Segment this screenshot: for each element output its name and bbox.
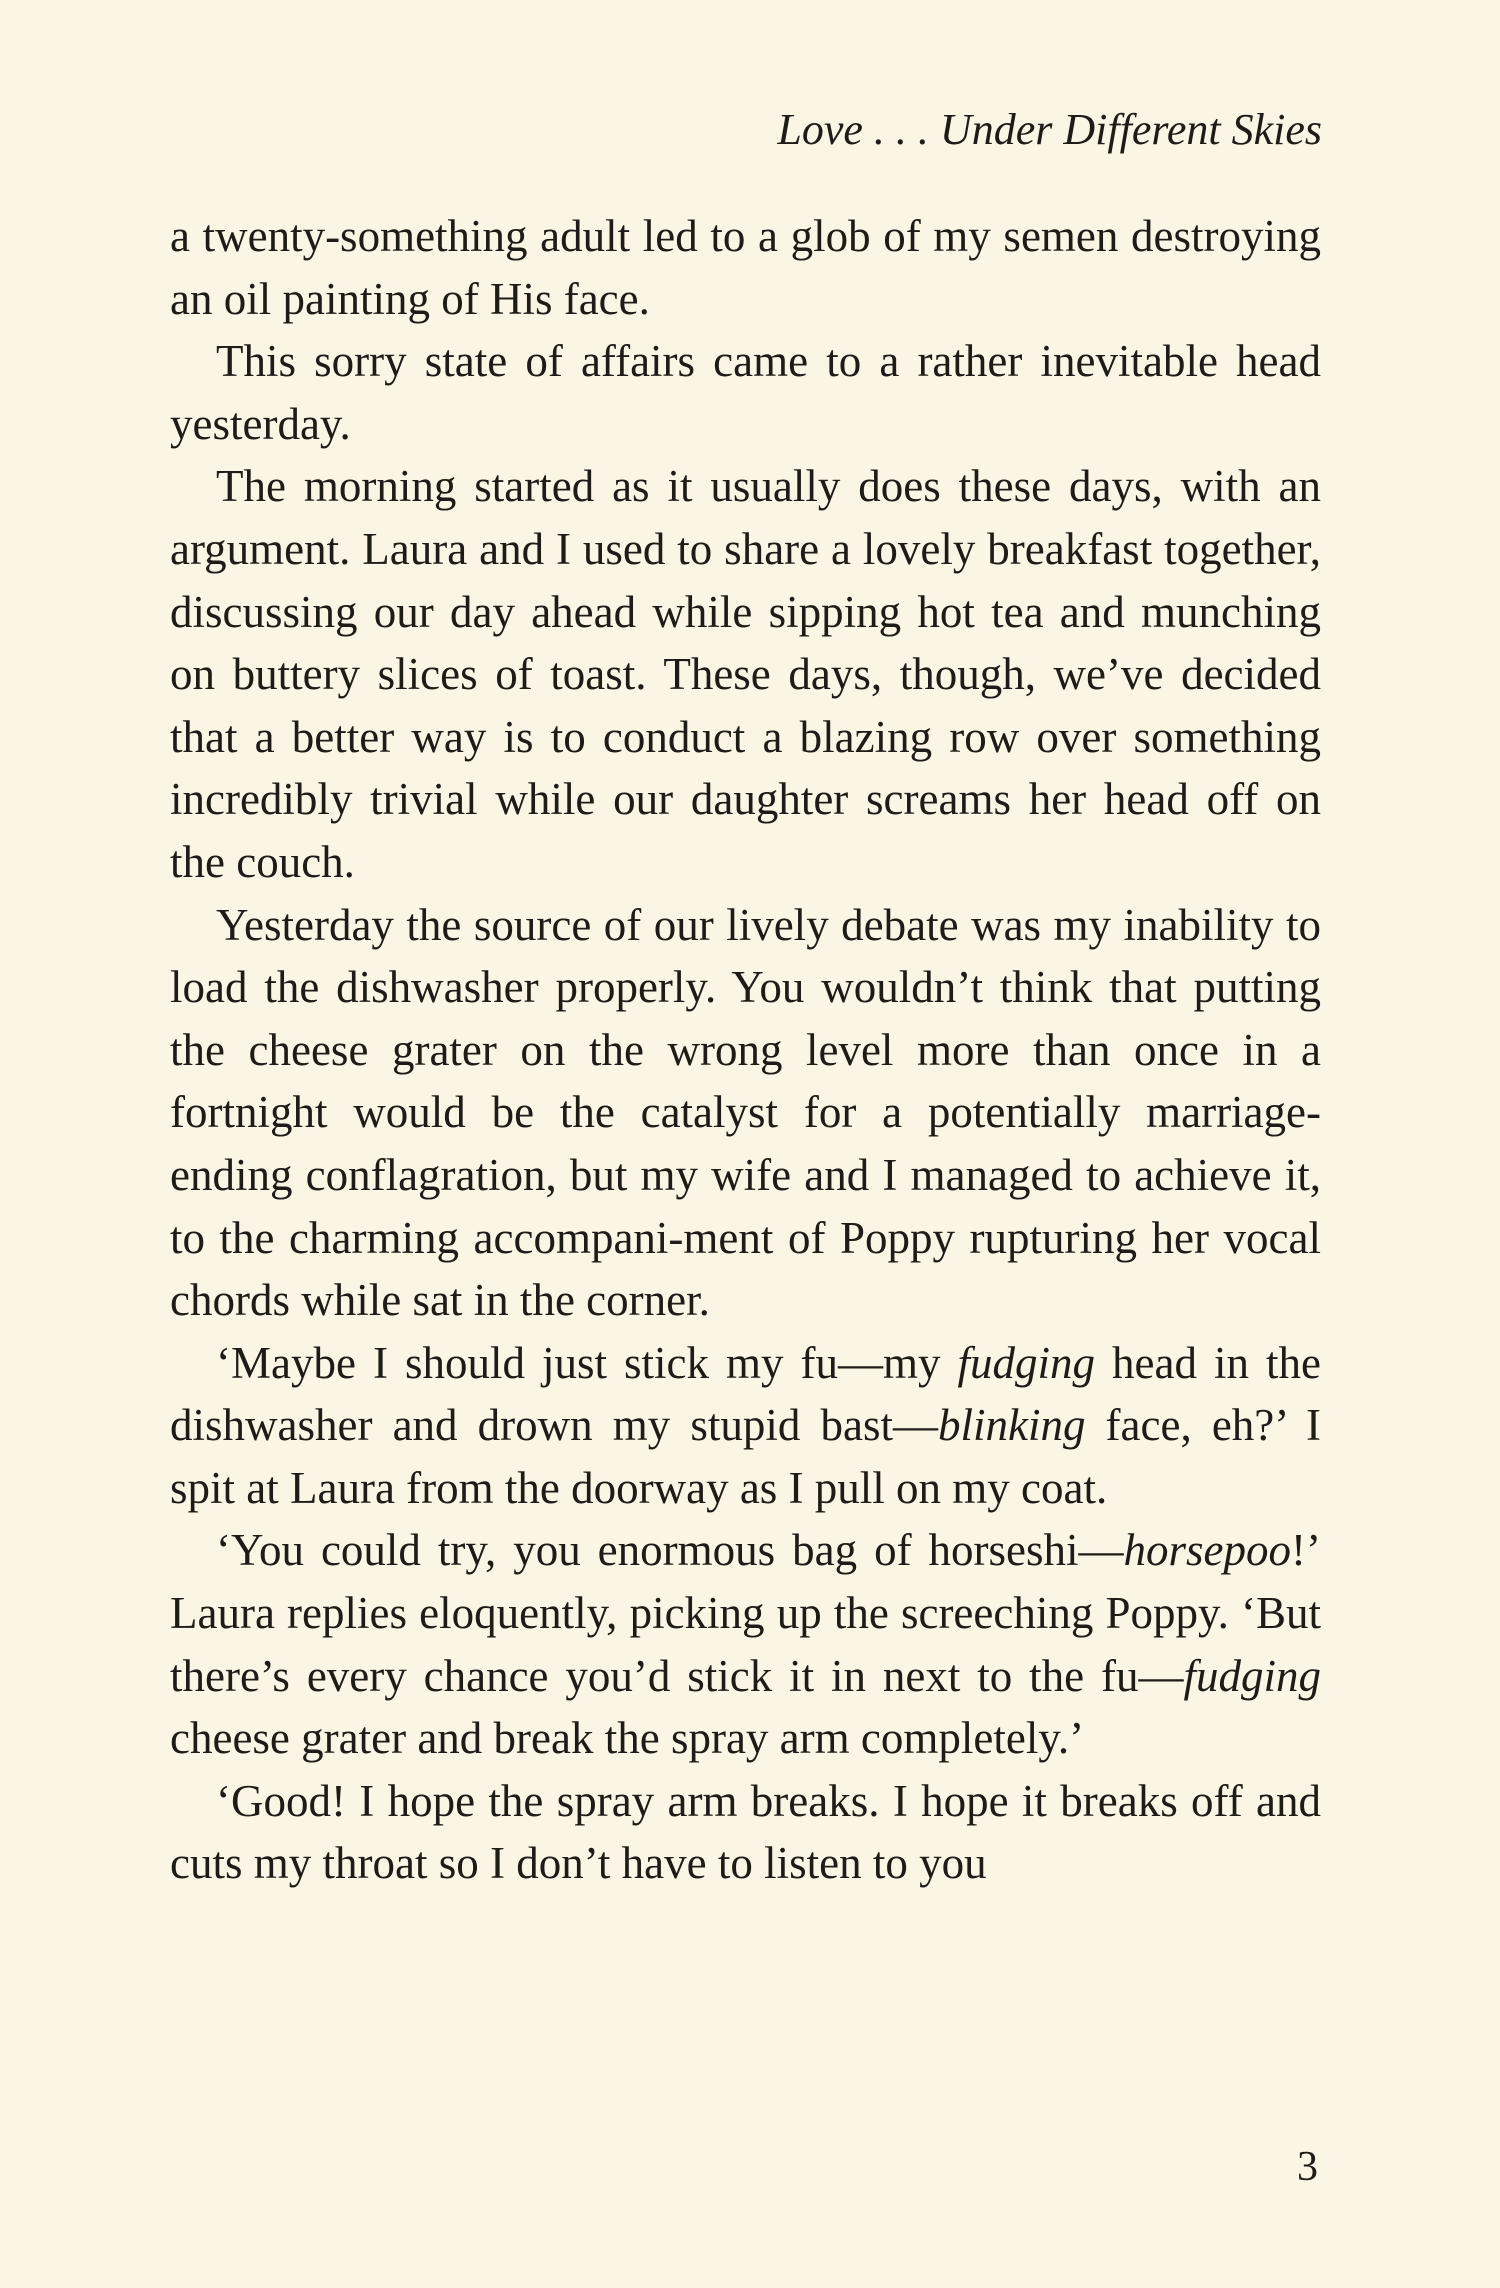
paragraph-text: cheese grater and break the spray arm completely.’ — [170, 1713, 1085, 1764]
paragraph-text: head in the dishwasher and drown my stupid bast— — [170, 1337, 1321, 1451]
paragraph-text: ‘Maybe I should just stick my fu—my — [216, 1337, 958, 1388]
paragraph-text: face, eh?’ I spit at Laura from the doorway as I pull on my coat. — [170, 1400, 1322, 1513]
body-text — [170, 205, 1321, 1895]
paragraph-text: a twenty-something adult led to a glob of my semen destroying an oil painting of His face. — [170, 211, 1321, 324]
paragraph-5 — [170, 1332, 1321, 1520]
paragraph-4 — [170, 894, 1321, 1332]
italic-word: horsepoo — [1123, 1525, 1292, 1576]
running-head: Love . . . Under Different Skies — [777, 105, 1322, 154]
paragraph-text: !’ Laura replies eloquently, picking up the screeching Poppy. ‘But there’s every chance you’d stick it in next to the fu— — [170, 1525, 1321, 1701]
paragraph-6 — [170, 1519, 1321, 1769]
paragraph-7 — [170, 1770, 1321, 1895]
paragraph-2 — [170, 330, 1321, 455]
paragraph-text: This sorry state of affairs came to a rather inevitable head yesterday. — [170, 336, 1321, 449]
paragraph-text: ‘Good! I hope the spray arm breaks. I hope it breaks off and cuts my throat so I don’t have to listen to you — [170, 1775, 1321, 1889]
italic-word: fudging — [957, 1337, 1096, 1388]
paragraph-text: Yesterday the source of our lively debate was my inability to load the dishwasher properly. You wouldn’t think that putting the cheese grater on the wrong level more than once in a fortnight would be the catalyst for a potentially marriage-ending conflagration, but my wife and I managed to achieve it, to the charming accompani-ment of Poppy rupturing her vocal chords while sat in the corner. — [170, 899, 1321, 1326]
italic-word: fudging — [1183, 1650, 1321, 1701]
paragraph-text: ‘You could try, you enormous bag of horseshi— — [216, 1525, 1124, 1576]
italic-word: blinking — [937, 1400, 1086, 1451]
paragraph-3 — [170, 455, 1321, 893]
page-number: 3 — [1297, 2144, 1318, 2190]
paragraph-text: The morning started as it usually does these days, with an argument. Laura and I used to share a lovely breakfast together, discussing our day ahead while sipping hot tea and munching on buttery slices of toast. These days, though, we’ve decided that a better way is to conduct a blazing row over something incredibly trivial while our daughter screams her head off on the couch. — [170, 461, 1321, 887]
paragraph-1 — [170, 205, 1321, 330]
